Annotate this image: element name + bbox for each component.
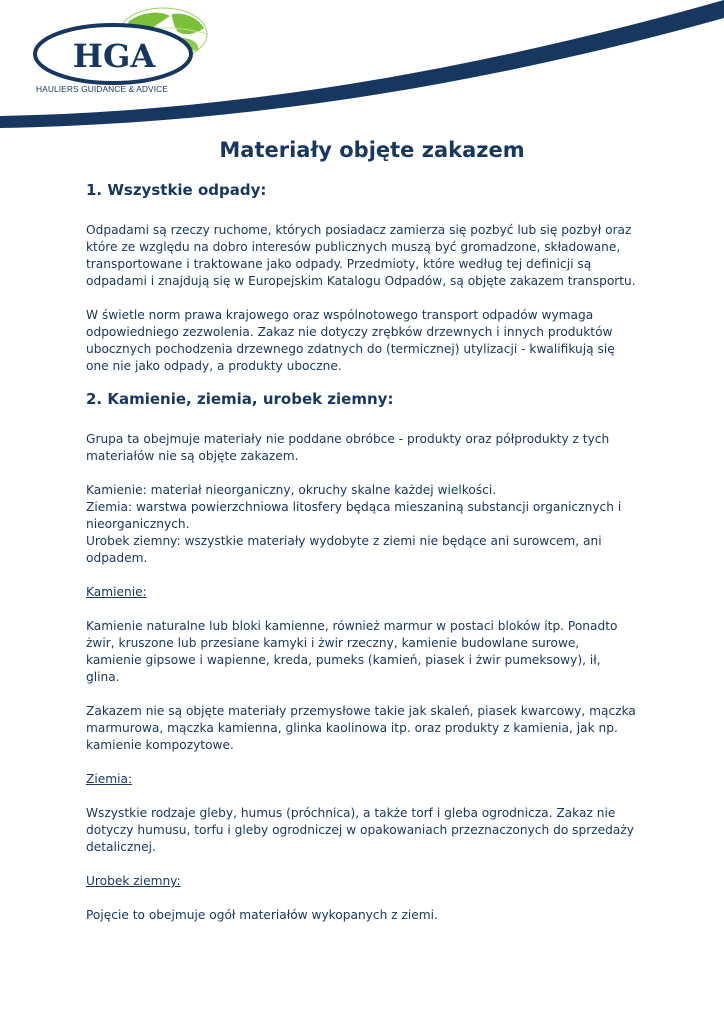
section-1-paragraph-2: W świetle norm prawa krajowego oraz wspólnotowego transport odpadów wymaga odpowiedniego zezwolenia. Zakaz nie dotyczy zrębków drzewnych i innych produktów ubocznych pochodzenia drzewnego zdatnych do (termicznej) utylizacji - kwalifikują się one nie jako odpady, a produkty uboczne.: [86, 308, 615, 373]
document-body: [86, 180, 636, 924]
kamienie-paragraph-1: Kamienie naturalne lub bloki kamienne, również marmur w postaci bloków itp. Ponadto żwir, kruszone lub przesiane kamyki i żwir rzeczny, kamienie budowlane surowe, kamienie gipsowe i wapienne, kreda, pumeks (kamień, piasek i żwir pumeksowy), ił, glina.: [86, 619, 618, 684]
header-graphic: [0, 0, 724, 135]
urobek-subheading: Urobek ziemny:: [86, 874, 181, 888]
section-2-heading: 2. Kamienie, ziemia, urobek ziemny:: [86, 390, 394, 408]
section-1-paragraph-1: Odpadami są rzeczy ruchome, których posiadacz zamierza się pozbyć lub się pozbył oraz które ze względu na dobro interesów publicznych muszą być gromadzone, składowane, transportowane i traktowane jako odpady. Przedmioty, które według tej definicji są odpadami i znajdują się w Europejskim Katalogu Odpadów, są objęte zakazem transportu.: [86, 223, 636, 288]
section-1-heading: 1. Wszystkie odpady:: [86, 181, 267, 199]
urobek-paragraph: Pojęcie to obejmuje ogół materiałów wykopanych z ziemi.: [86, 908, 438, 922]
section-2-intro: Grupa ta obejmuje materiały nie poddane obróbce - produkty oraz półprodukty z tych materiałów nie są objęte zakazem.: [86, 432, 610, 463]
ziemia-paragraph: Wszystkie rodzaje gleby, humus (próchnica), a także torf i gleba ogrodnicza. Zakaz nie dotyczy humusu, torfu i gleby ogrodniczej w opakowaniach przeznaczonych do sprzedaży detalicznej.: [86, 806, 634, 854]
page-title: Materiały objęte zakazem: [219, 138, 525, 162]
definition-urobek: Urobek ziemny: wszystkie materiały wydobyte z ziemi nie będące ani surowcem, ani odpadem.: [86, 534, 602, 565]
kamienie-paragraph-2: Zakazem nie są objęte materiały przemysłowe takie jak skaleń, piasek kwarcowy, mączka marmurowa, mączka kamienna, glinka kaolinowa itp. oraz produkty z kamienia, jak np. kamienie kompozytowe.: [86, 704, 636, 752]
definition-ziemia: Ziemia: warstwa powierzchniowa litosfery będąca mieszaniną substancji organicznych i nieorganicznych.: [86, 500, 622, 531]
page-header: [0, 0, 724, 135]
logo-text: HGA: [72, 37, 156, 75]
logo-subtitle: HAULIERS GUIDANCE & ADVICE: [36, 84, 168, 94]
kamienie-subheading: Kamienie:: [86, 585, 147, 599]
definition-kamienie: Kamienie: materiał nieorganiczny, okruchy skalne każdej wielkości.: [86, 483, 497, 497]
ziemia-subheading: Ziemia:: [86, 772, 133, 786]
